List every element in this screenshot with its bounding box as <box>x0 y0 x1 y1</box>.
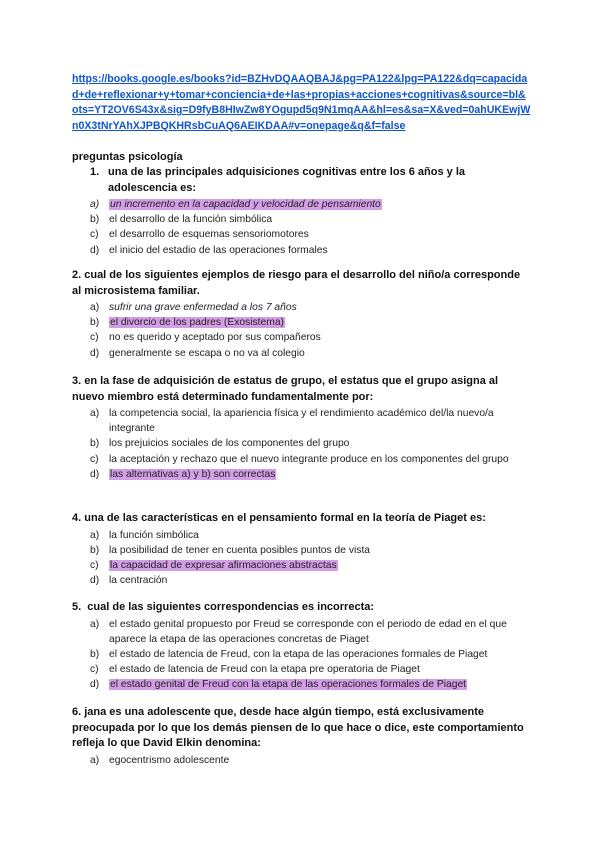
option-b <box>72 212 532 227</box>
option-letter: c) <box>90 332 99 344</box>
question-1 <box>72 165 532 258</box>
question-2 <box>72 268 532 361</box>
option-letter: c) <box>90 664 99 676</box>
option-a <box>72 406 532 436</box>
option-letter: c) <box>90 559 99 571</box>
option-a <box>72 753 532 768</box>
option-a <box>72 617 532 647</box>
option-text: la aceptación y rechazo que el nuevo integrante produce en los componentes del grupo <box>109 453 509 465</box>
option-c <box>72 452 532 467</box>
option-letter: c) <box>90 453 99 465</box>
option-letter: a) <box>90 408 100 419</box>
option-c <box>72 558 532 573</box>
question-3-text: 3. en la fase de adquisición de estatus de grupo, el estatus que el grupo asigna al nuevo miembro está determinado fundamentalmente por: <box>72 375 499 403</box>
option-d <box>72 677 532 692</box>
option-letter: b) <box>90 648 100 660</box>
question-3 <box>72 374 532 482</box>
option-text: la función simbólica <box>109 529 199 541</box>
option-text: la competencia social, la apariencia física y el rendimiento académico del/la nuevo/a integrante <box>109 408 494 435</box>
option-letter: a) <box>90 302 100 313</box>
option-letter: b) <box>90 438 100 450</box>
option-text: el inicio del estadio de las operaciones formales <box>109 244 328 256</box>
question-number: 1. <box>90 166 100 178</box>
question-4-text: 4. una de las características en el pensamiento formal en la teoría de Piaget es: <box>72 512 486 524</box>
option-d <box>72 243 532 258</box>
page-heading: preguntas psicología <box>72 151 183 163</box>
option-c <box>72 330 532 345</box>
option-c <box>72 662 532 677</box>
option-letter: d) <box>90 679 100 691</box>
option-b <box>72 543 532 558</box>
option-letter: d) <box>90 575 100 587</box>
option-letter: d) <box>90 468 100 480</box>
option-text: la posibilidad de tener en cuenta posibles puntos de vista <box>109 544 371 556</box>
option-text-highlighted: el divorcio de los padres (Exosistema) <box>110 317 284 329</box>
option-b <box>72 647 532 662</box>
option-text: el estado de latencia de Freud, con la etapa de las operaciones formales de Piaget <box>109 648 488 660</box>
question-6-text: 6. jana es una adolescente que, desde hace algún tiempo, está exclusivamente preocupada por lo que los demás piensen de lo que hace o dice, este comportamiento refleja lo que David Elkin denomina: <box>72 706 524 749</box>
option-a <box>72 528 532 543</box>
option-text: el estado de latencia de Freud con la etapa pre operatoria de Piaget <box>109 664 420 676</box>
option-text: los prejuicios sociales de los componentes del grupo <box>109 438 350 450</box>
option-text: el desarrollo de la función simbólica <box>109 214 273 226</box>
option-b <box>72 436 532 451</box>
option-letter: b) <box>90 317 100 329</box>
option-text: el estado genital propuesto por Freud se corresponde con el periodo de edad en el que aparece la etapa de las operaciones concretas de Piaget <box>109 618 507 645</box>
option-d <box>72 346 532 361</box>
option-c <box>72 227 532 242</box>
option-d <box>72 573 532 588</box>
option-letter: d) <box>90 244 100 256</box>
question-1-text: una de las principales adquisiciones cognitivas entre los 6 años y la adolescencia es: <box>108 166 466 194</box>
option-letter: b) <box>90 214 100 226</box>
option-b <box>72 315 532 330</box>
question-4 <box>72 511 532 588</box>
option-a <box>72 197 532 212</box>
question-text <box>72 165 532 196</box>
google-books-link[interactable]: https://books.google.es/books?id=BZHvDQAAQBAJ&pg=PA122&lpg=PA122&dq=capacidad+de+reflexionar+y+tomar+conciencia+de+las+propias+acciones+cognitivas&source=bl&ots=YT2OV6S43x&sig=D9fyB8HIwZw8YOgupd5q9N1mqAA&hl=es&sa=X&ved=0ahUKEwjWn0X3tNrYAhXJPBQKHRsbCuAQ6AEIKDAA#v=onepage&q&f=false <box>72 73 531 132</box>
option-text: egocentrismo adolescente <box>109 754 230 766</box>
option-text-highlighted: el estado genital de Freud con la etapa de las operaciones formales de Piaget <box>110 679 467 691</box>
option-text: generalmente se escapa o no va al colegio <box>109 347 305 359</box>
option-text: el desarrollo de esquemas sensoriomotores <box>109 229 309 241</box>
question-2-text: 2. cual de los siguientes ejemplos de riesgo para el desarrollo del niño/a corresponde al microsistema familiar. <box>72 269 521 297</box>
option-text-highlighted: un incremento en la capacidad y velocidad de pensamiento <box>110 199 381 210</box>
question-5 <box>72 600 532 693</box>
option-text: sufrir una grave enfermedad a los 7 años <box>109 302 297 313</box>
option-a <box>72 300 532 315</box>
option-letter: d) <box>90 347 100 359</box>
option-letter: a) <box>90 618 100 630</box>
option-text-highlighted: la capacidad de expresar afirmaciones abstractas <box>110 559 337 571</box>
option-letter: c) <box>90 229 99 241</box>
option-text: la centración <box>109 575 168 587</box>
option-letter: b) <box>90 544 100 556</box>
option-text: no es querido y aceptado por sus compañeros <box>109 332 321 344</box>
question-6 <box>72 705 532 768</box>
option-letter: a) <box>90 754 100 766</box>
option-d <box>72 467 532 482</box>
option-text-highlighted: las alternativas a) y b) son correctas <box>110 468 276 480</box>
question-5-text: 5. cual de las siguientes correspondencias es incorrecta: <box>72 601 375 613</box>
option-letter: a) <box>90 199 100 210</box>
option-letter: a) <box>90 529 100 541</box>
